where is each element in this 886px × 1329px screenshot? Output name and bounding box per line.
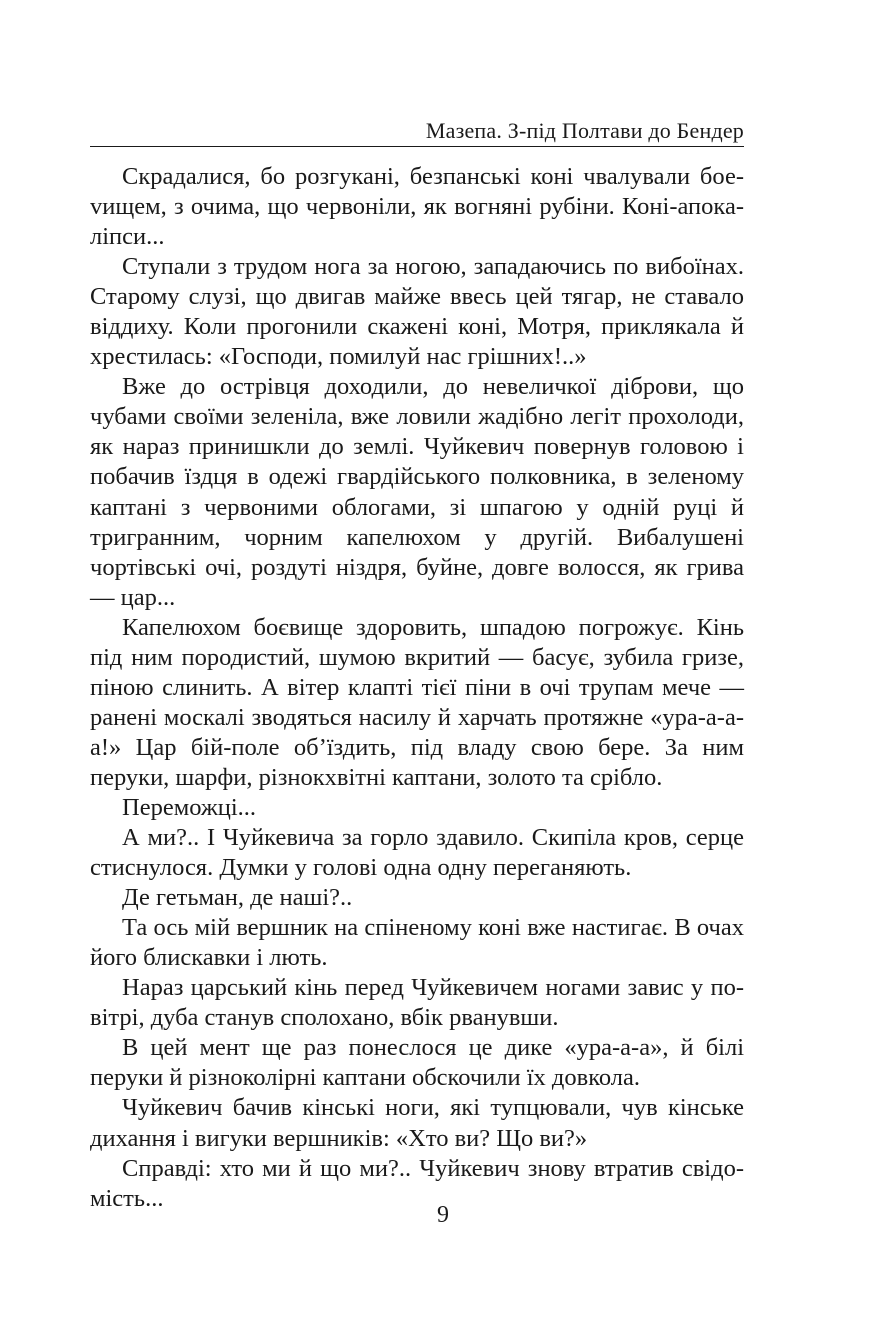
body-text <box>90 162 744 1214</box>
paragraph: Нараз царський кінь перед Чуйкевичем ногами завис у повітрі, дуба станув сполохано, вбік рванувши. <box>90 974 744 1032</box>
paragraph: Ступали з трудом нога за ногою, западаючись по вибоїнах. Старому слузі, що двигав майже ввесь цей тягар, не ставало віддиху. Коли прогонили скажені коні, Мотря, приклякала й хрестилась: «Господи, помилуй нас грішних!..» <box>90 253 744 371</box>
paragraph: В цей мент ще раз понеслося це дике «ура-а-а», й білі перуки й різноколірні каптани обскочили їх довкола. <box>90 1034 744 1092</box>
paragraph: Та ось мій вершник на спіненому коні вже настигає. В очах його блискавки і лють. <box>90 914 744 972</box>
header-rule-divider <box>90 146 744 147</box>
paragraph: Вже до острівця доходили, до невеличкої діброви, що чубами своїми зеленіла, вже ловили жадібно легіт прохолоди, як нараз принишкли до землі. Чуйкевич повернув головою і побачив їздця в одежі гвардійського полковника, в зеленому каптані з червоними облогами, зі шпагою у одній руці й тригранним, чорним капелюхом у другій. Вибалушені чортівські очі, роздуті ніздря, буйне, довге волосся, як грива — цар... <box>90 373 744 611</box>
paragraph: Чуйкевич бачив кінські ноги, які тупцювали, чув кінське дихання і вигуки вершників: «Хто ви? Що ви?» <box>90 1094 744 1152</box>
paragraph: Справді: хто ми й що ми?.. Чуйкевич знову втратив свідомість... <box>90 1154 744 1212</box>
paragraph: Капелюхом боєвище здоровить, шпадою погрожує. Кінь під ним породистий, шумою вкритий — басує, зубила гризе, піною слинить. А вітер клапті тієї піни в очі трупам мече — ранені москалі зводяться насилу й харчать протяжне «ура-а-а-а!» Цар бій-поле об’їздить, під владу свою бере. За ним перуки, шарфи, різнокхвітні каптани, золото та срібло. <box>90 613 744 791</box>
paragraph: А ми?.. І Чуйкевича за горло здавило. Скипіла кров, серце стиснулося. Думки у голові одна одну переганяють. <box>90 824 744 882</box>
page-number: 9 <box>437 1202 449 1228</box>
running-header-title: Мазепа. З-під Полтави до Бендер <box>425 118 744 143</box>
paragraph: Скрадалися, бо розгукані, безпанські коні чвалували боеvищем, з очима, що червоніли, як вогняні рубіни. Коні-апокаліпси... <box>90 163 744 251</box>
paragraph: Де гетьман, де наші?.. <box>122 884 353 912</box>
paragraph: Переможці... <box>122 793 257 821</box>
